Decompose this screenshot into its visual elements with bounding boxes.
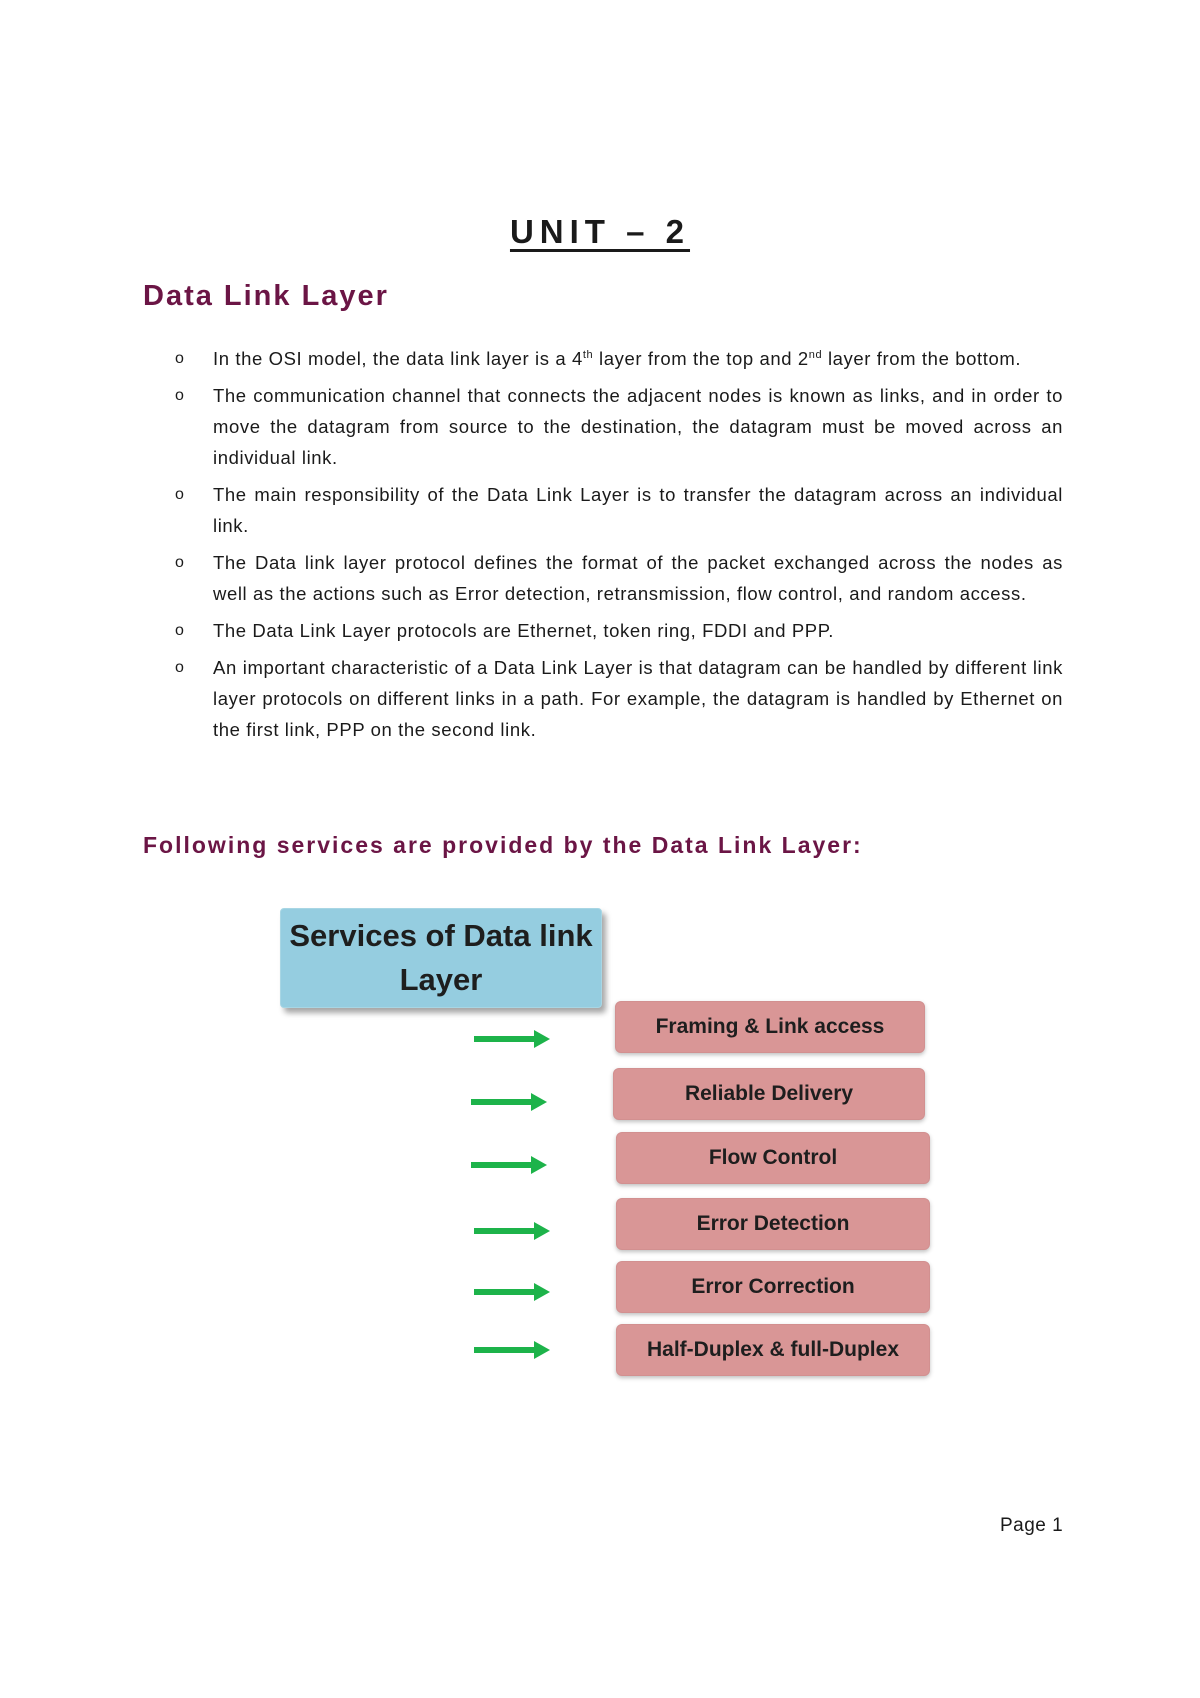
- page-number: Page 1: [1000, 1515, 1064, 1536]
- unit-title: UNIT – 2: [509, 213, 691, 250]
- right-arrow-icon: [471, 1156, 547, 1174]
- list-item: o In the OSI model, the data link layer is a 4th layer from the top and 2nd layer from the bottom.: [143, 343, 1063, 374]
- service-box-duplex: Half-Duplex & full-Duplex: [616, 1324, 930, 1376]
- services-diagram: [0, 900, 1200, 1390]
- right-arrow-icon: [474, 1283, 550, 1301]
- bullet-marker: o: [175, 622, 185, 639]
- bullet-marker: o: [175, 554, 185, 571]
- services-heading: Following services are provided by the Data Link Layer:: [143, 832, 863, 858]
- bullet-marker: o: [175, 350, 185, 367]
- bullet-marker: o: [175, 387, 185, 404]
- right-arrow-icon: [474, 1222, 550, 1240]
- service-box-flow-control: Flow Control: [616, 1132, 930, 1184]
- list-item: o The communication channel that connects the adjacent nodes is known as links, and in order to move the datagram from source to the destination, the datagram must be moved across an individual link.: [143, 380, 1063, 473]
- service-box-reliable-delivery: Reliable Delivery: [613, 1068, 925, 1120]
- list-item: o The Data Link Layer protocols are Ethernet, token ring, FDDI and PPP.: [143, 615, 1063, 646]
- right-arrow-icon: [474, 1341, 550, 1359]
- service-box-framing: Framing & Link access: [615, 1001, 925, 1053]
- list-item: o The main responsibility of the Data Link Layer is to transfer the datagram across an individual link.: [143, 479, 1063, 541]
- list-item: o The Data link layer protocol defines the format of the packet exchanged across the nodes as well as the actions such as Error detection, retransmission, flow control, and random access.: [143, 547, 1063, 609]
- diagram-header-box: Services of Data link Layer: [280, 908, 602, 1008]
- right-arrow-icon: [471, 1093, 547, 1111]
- bullet-marker: o: [175, 486, 185, 503]
- right-arrow-icon: [474, 1030, 550, 1048]
- service-box-error-detection: Error Detection: [616, 1198, 930, 1250]
- bullet-list: [143, 343, 1063, 751]
- list-item: o An important characteristic of a Data Link Layer is that datagram can be handled by different link layer protocols on different links in a path. For example, the datagram is handled by Ethernet on the first link, PPP on the second link.: [143, 652, 1063, 745]
- section-title: Data Link Layer: [143, 280, 389, 312]
- service-box-error-correction: Error Correction: [616, 1261, 930, 1313]
- bullet-marker: o: [175, 659, 185, 676]
